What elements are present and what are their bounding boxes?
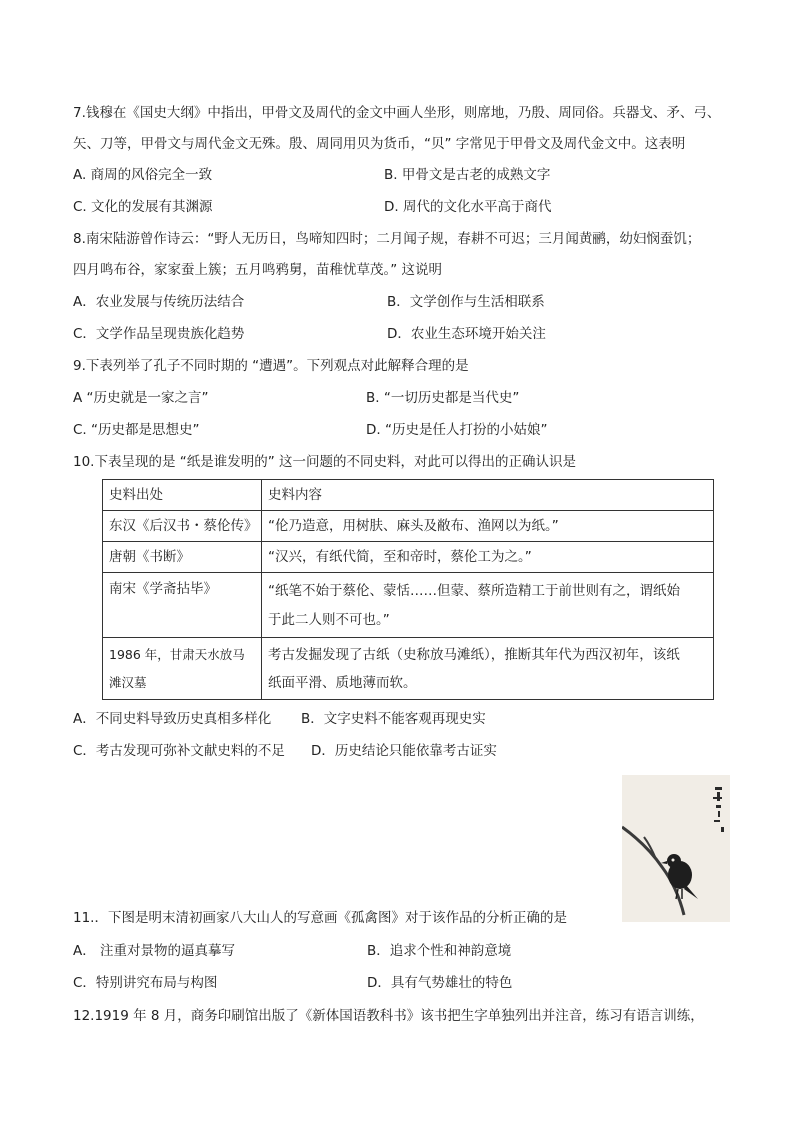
table-cell-content-line: 考古发掘发现了古纸（史称放马滩纸），推断其年代为西汉初年，该纸	[268, 646, 680, 663]
table-cell-source-line: 1986 年，甘肃天水放马	[109, 646, 245, 662]
q9-option-d[interactable]: D. “历史是任人打扮的小姑娘”	[366, 422, 548, 438]
q8-stem-line2: 四月鸣布谷，家家蚕上簇；五月鸣鸦舅，苗稚忧草茂。” 这说明	[73, 262, 443, 278]
q9-option-b[interactable]: B. “一切历史都是当代史”	[366, 390, 520, 406]
table-cell-content-line: 于此二人则不可也。”	[268, 612, 390, 628]
q9-option-a[interactable]: A “历史就是一家之言”	[73, 390, 209, 406]
table-cell-source-line: 南宋《学斋拈毕》	[109, 581, 217, 597]
table-cell-source	[103, 573, 262, 638]
q11-option-a[interactable]: A． 注重对景物的逼真摹写	[73, 943, 236, 959]
q7-option-d[interactable]: D. 周代的文化水平高于商代	[384, 199, 552, 215]
q12-stem-line1: 12.1919 年 8 月，商务印刷馆出版了《新体国语教科书》该书把生字单独列出并注音，练习有语言训练，	[73, 1008, 704, 1024]
table-cell-content	[262, 638, 714, 700]
q8-option-c[interactable]: C．文学作品呈现贵族化趋势	[73, 326, 245, 342]
q7-option-a[interactable]: A. 商周的风俗完全一致	[73, 167, 213, 183]
q7-option-b[interactable]: B. 甲骨文是古老的成熟文字	[384, 167, 551, 183]
q11-option-b[interactable]: B．追求个性和神韵意境	[367, 943, 512, 959]
bird-branch-illustration	[622, 775, 730, 922]
q8-option-a[interactable]: A．农业发展与传统历法结合	[73, 294, 245, 310]
table-header-source: 史料出处	[103, 480, 262, 511]
q10-option-d[interactable]: D．历史结论只能依靠考古证实	[311, 743, 497, 759]
q10-option-b[interactable]: B．文字史料不能客观再现史实	[301, 711, 486, 727]
table-row	[103, 638, 714, 700]
q11-stem-line1: 11.．下图是明末清初画家八大山人的写意画《孤禽图》对于该作品的分析正确的是	[73, 910, 567, 926]
table-cell-source: 东汉《后汉书・蔡伦传》	[103, 511, 262, 542]
q9-option-c[interactable]: C. “历史都是思想史”	[73, 422, 200, 438]
table-cell-source: 唐朝《书断》	[103, 542, 262, 573]
q11-option-d[interactable]: D．具有气势雄壮的特色	[367, 975, 513, 991]
q11-option-c[interactable]: C．特别讲究布局与构图	[73, 975, 218, 991]
painting-image	[622, 775, 730, 922]
table-row	[103, 573, 714, 638]
table-row	[103, 511, 714, 542]
q7-option-c[interactable]: C. 文化的发展有其渊源	[73, 199, 213, 215]
table-cell-source-line: 滩汉墓	[109, 674, 147, 690]
q7-stem-line2: 矢、刀等，甲骨文与周代金文无殊。殷、周同用贝为货币，“贝” 字常见于甲骨文及周代金文中。这表明	[73, 136, 686, 152]
q7-stem-line1: 7.钱穆在《国史大纲》中指出，甲骨文及周代的金文中画人坐形，则席地，乃殷、周同俗。兵器戈、矛、弓、	[73, 105, 721, 121]
table-cell-content-line: “纸笔不始于蔡伦、蒙恬……但蒙、蔡所造精工于前世则有之，谓纸始	[268, 583, 680, 599]
source-table	[102, 479, 714, 700]
q9-stem-line1: 9.下表列举了孔子不同时期的 “遭遇”。下列观点对此解释合理的是	[73, 358, 469, 374]
q10-stem-line1: 10.下表呈现的是 “纸是谁发明的” 这一问题的不同史料，对此可以得出的正确认识是	[73, 454, 577, 470]
table-cell-content	[262, 573, 714, 638]
table-cell-source	[103, 638, 262, 700]
q8-option-d[interactable]: D．农业生态环境开始关注	[387, 326, 546, 342]
q8-option-b[interactable]: B．文学创作与生活相联系	[387, 294, 545, 310]
q8-stem-line1: 8.南宋陆游曾作诗云：“野人无历日，鸟啼知四时；二月闻子规，春耕不可迟；三月闻黄鹂，幼妇悯蚕饥；	[73, 231, 701, 247]
table-cell-content-line: 纸面平滑、质地薄而软。	[268, 674, 417, 691]
table-cell-content: “汉兴，有纸代简，至和帝时，蔡伦工为之。”	[262, 542, 714, 573]
table-header-row	[103, 480, 714, 511]
table-row	[103, 542, 714, 573]
table-header-content: 史料内容	[262, 480, 714, 511]
q10-option-c[interactable]: C．考古发现可弥补文献史料的不足	[73, 743, 285, 759]
q10-option-a[interactable]: A．不同史料导致历史真相多样化	[73, 711, 272, 727]
table-cell-content: “伦乃造意，用树肤、麻头及敝布、渔网以为纸。”	[262, 511, 714, 542]
